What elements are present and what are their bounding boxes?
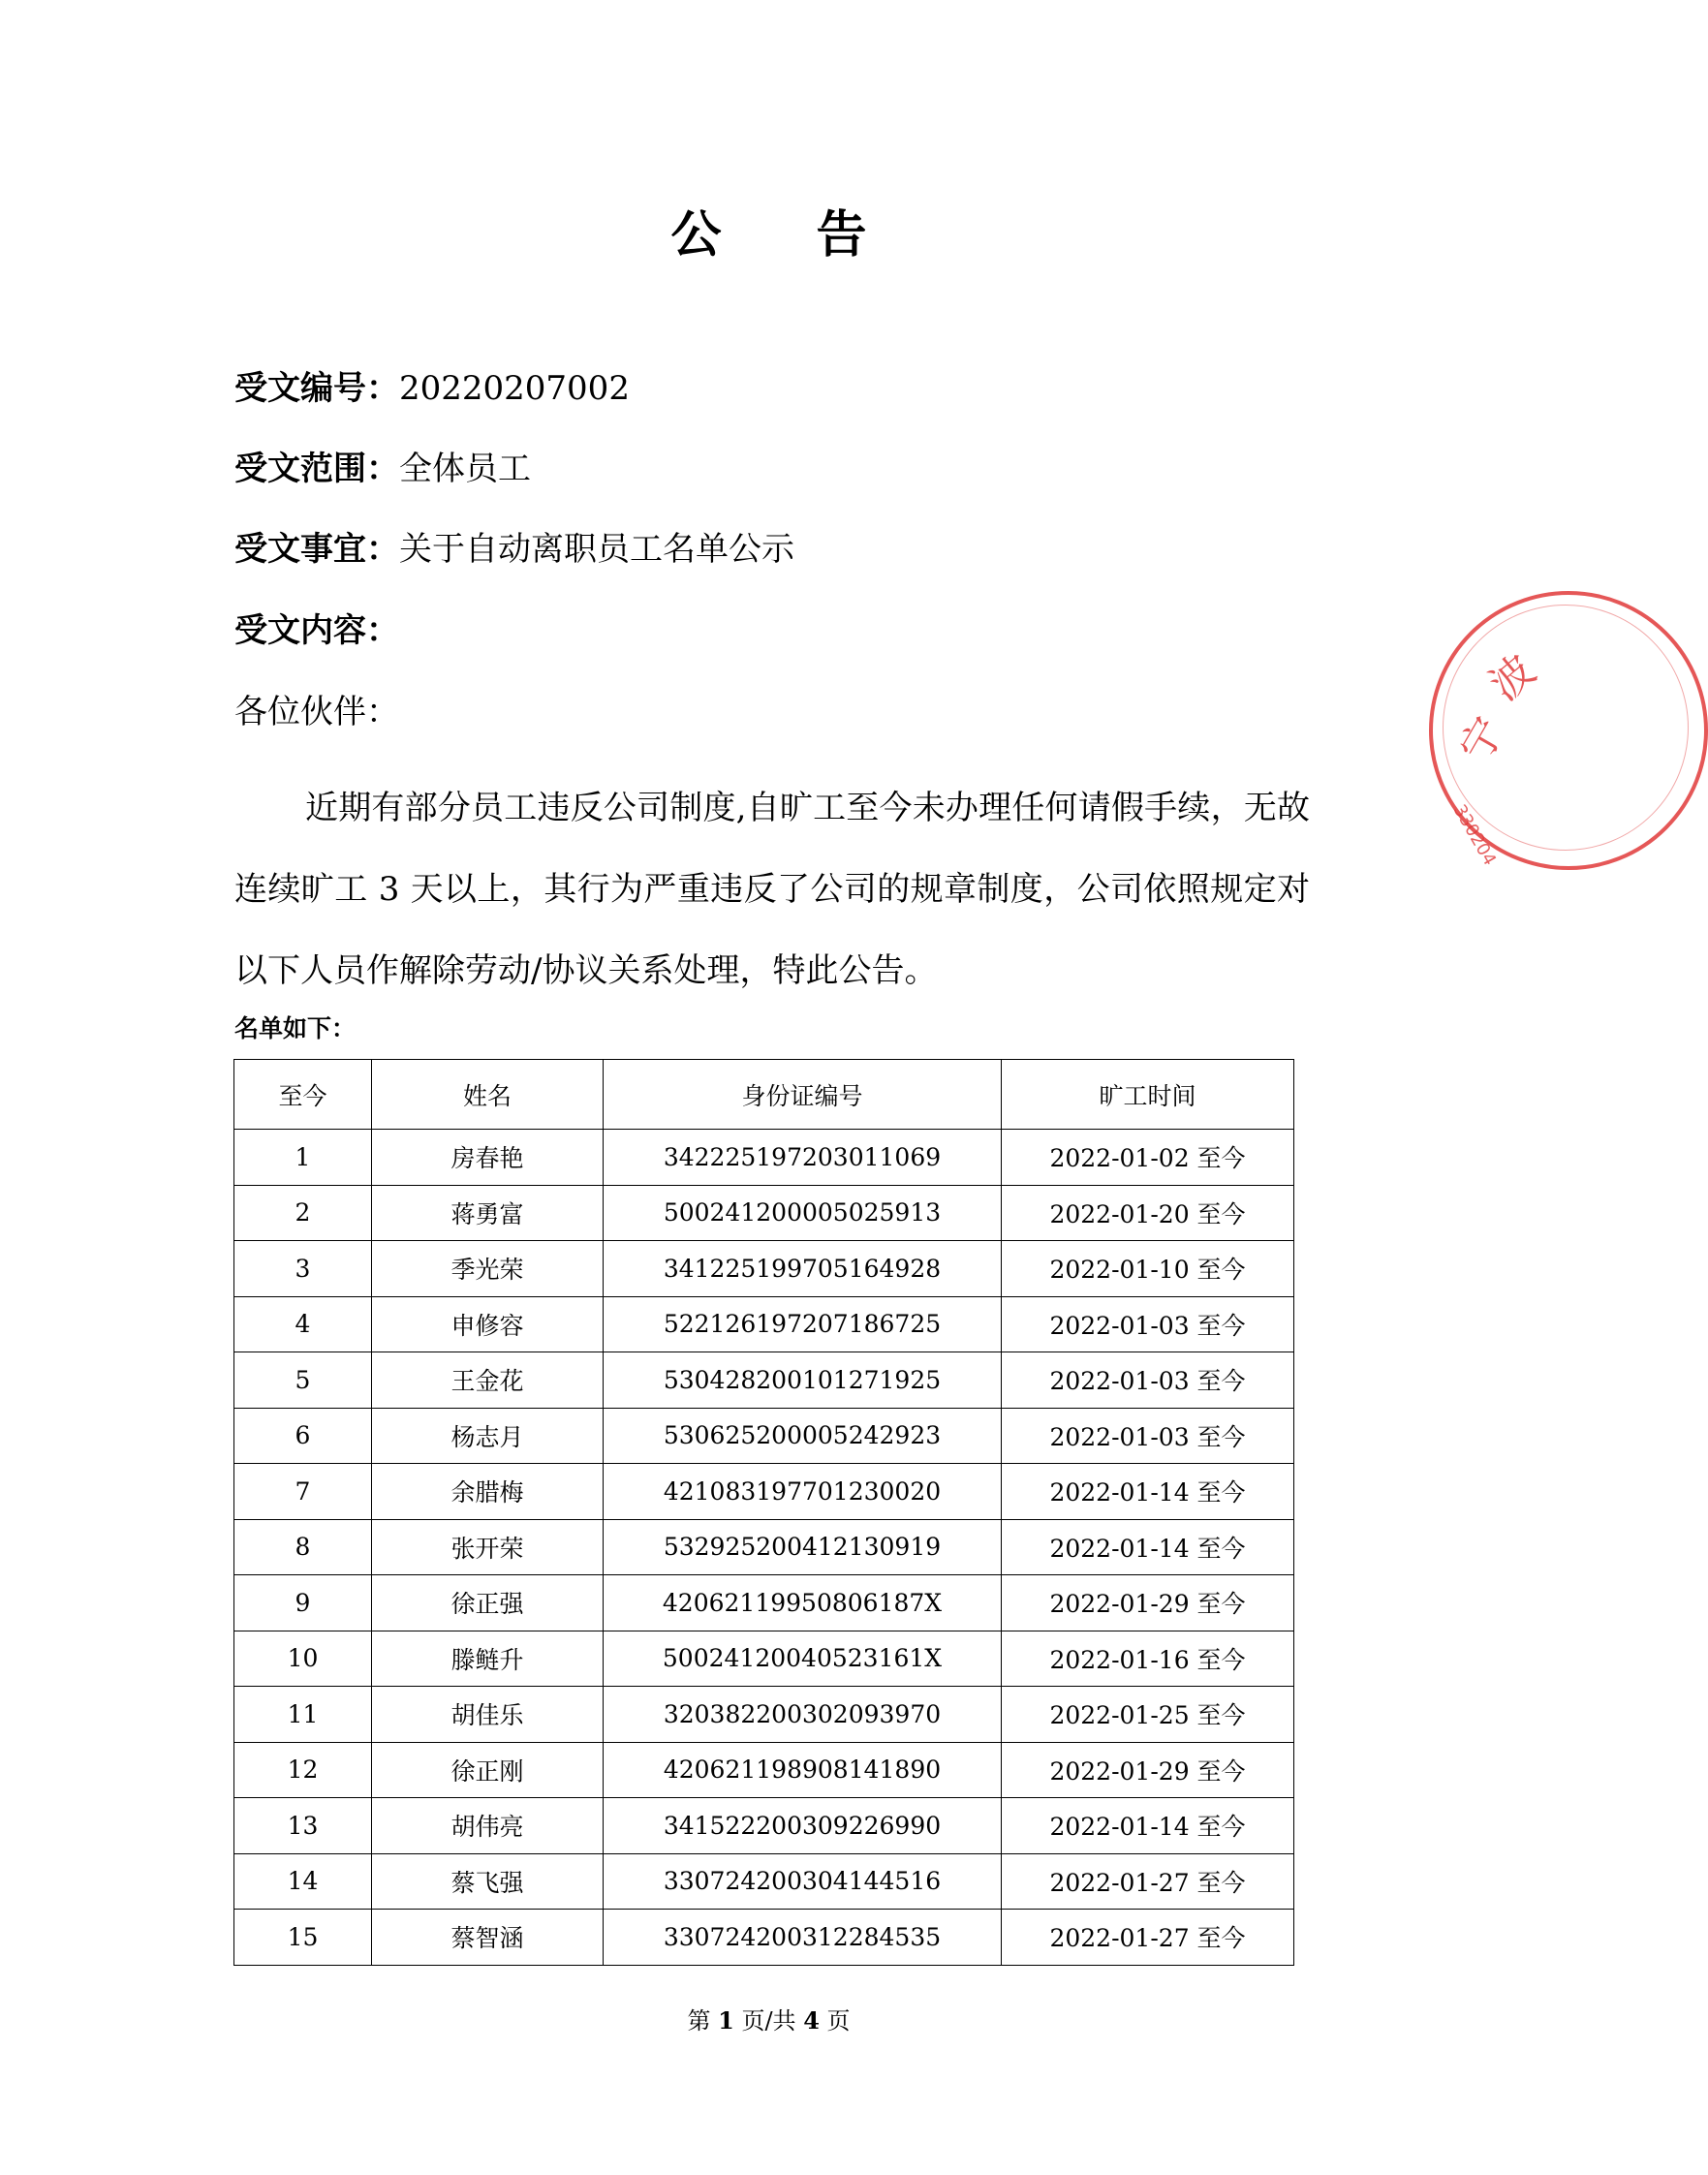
content-label: 受文内容： [234,611,399,650]
cell-id-number: 420621198908141890 [604,1742,1002,1798]
cell-name: 王金花 [372,1352,604,1409]
cell-name: 申修容 [372,1296,604,1352]
cell-index: 5 [234,1352,372,1409]
body-paragraph: 近期有部分员工违反公司制度,自旷工至今未办理任何请假手续，无故连续旷工 3 天以上，其行为严重违反了公司的规章制度，公司依照规定对以下人员作解除劳动/协议关系处理，特此公告。 [234,789,1310,990]
cell-name: 季光荣 [372,1241,604,1297]
table-row [234,1853,1294,1910]
cell-index: 15 [234,1910,372,1966]
table-row [234,1352,1294,1409]
cell-absence-date: 2022-01-02 至今 [1002,1130,1294,1186]
cell-id-number: 342225197203011069 [604,1130,1002,1186]
table-row [234,1408,1294,1464]
cell-absence-date: 2022-01-03 至今 [1002,1296,1294,1352]
cell-name: 杨志月 [372,1408,604,1464]
cell-id-number: 421083197701230020 [604,1464,1002,1520]
cell-name: 蔡智涵 [372,1910,604,1966]
footer-prefix: 第 [687,2007,711,2035]
cell-absence-date: 2022-01-29 至今 [1002,1742,1294,1798]
header-cell-index: 至今 [234,1060,372,1130]
doc-number-label: 受文编号： [234,369,399,408]
table-row [234,1130,1294,1186]
cell-absence-date: 2022-01-10 至今 [1002,1241,1294,1297]
table-row [234,1241,1294,1297]
svg-text:330204: 330204 [1448,801,1501,870]
scope-line [234,447,531,491]
cell-id-number: 50024120040523161X [604,1631,1002,1687]
table-row [234,1185,1294,1241]
cell-index: 10 [234,1631,372,1687]
cell-absence-date: 2022-01-20 至今 [1002,1185,1294,1241]
cell-id-number: 330724200312284535 [604,1910,1002,1966]
table-body [234,1130,1294,1966]
matter-value: 关于自动离职员工名单公示 [399,530,794,569]
table-row [234,1910,1294,1966]
cell-name: 滕鲢升 [372,1631,604,1687]
cell-absence-date: 2022-01-03 至今 [1002,1352,1294,1409]
doc-number-value: 20220207002 [399,369,630,408]
footer-suffix: 页 [826,2007,851,2035]
cell-name: 蔡飞强 [372,1853,604,1910]
cell-id-number: 530428200101271925 [604,1352,1002,1409]
cell-id-number: 341522200309226990 [604,1798,1002,1854]
table-row [234,1687,1294,1743]
cell-name: 徐正刚 [372,1742,604,1798]
cell-name: 胡佳乐 [372,1687,604,1743]
cell-id-number: 500241200005025913 [604,1185,1002,1241]
cell-id-number: 341225199705164928 [604,1241,1002,1297]
cell-absence-date: 2022-01-14 至今 [1002,1464,1294,1520]
cell-id-number: 530625200005242923 [604,1408,1002,1464]
cell-id-number: 42062119950806187X [604,1575,1002,1631]
company-seal-text [1424,586,1545,870]
cell-index: 1 [234,1130,372,1186]
table-row [234,1742,1294,1798]
cell-index: 2 [234,1185,372,1241]
cell-index: 3 [234,1241,372,1297]
footer-total-pages: 4 [803,2006,820,2035]
cell-name: 胡伟亮 [372,1798,604,1854]
cell-absence-date: 2022-01-14 至今 [1002,1798,1294,1854]
cell-index: 11 [234,1687,372,1743]
header-cell-absence: 旷工时间 [1002,1060,1294,1130]
cell-absence-date: 2022-01-27 至今 [1002,1853,1294,1910]
table-row [234,1631,1294,1687]
header-cell-id: 身份证编号 [604,1060,1002,1130]
scope-value: 全体员工 [399,450,531,488]
cell-id-number: 330724200304144516 [604,1853,1002,1910]
cell-name: 余腊梅 [372,1464,604,1520]
svg-text:宁: 宁 [1450,708,1515,771]
cell-id-number: 320382200302093970 [604,1687,1002,1743]
cell-absence-date: 2022-01-16 至今 [1002,1631,1294,1687]
cell-index: 6 [234,1408,372,1464]
cell-index: 9 [234,1575,372,1631]
cell-name: 张开荣 [372,1519,604,1575]
cell-id-number: 532925200412130919 [604,1519,1002,1575]
table-row [234,1296,1294,1352]
svg-text:波: 波 [1480,645,1545,711]
cell-index: 8 [234,1519,372,1575]
cell-index: 13 [234,1798,372,1854]
table-row [234,1798,1294,1854]
footer-middle: 页/共 [741,2007,796,2035]
salutation: 各位伙伴： [234,693,399,731]
cell-id-number: 522126197207186725 [604,1296,1002,1352]
footer-page-number: 1 [718,2006,734,2035]
cell-index: 7 [234,1464,372,1520]
cell-name: 徐正强 [372,1575,604,1631]
cell-absence-date: 2022-01-27 至今 [1002,1910,1294,1966]
matter-line [234,527,794,572]
cell-name: 蒋勇富 [372,1185,604,1241]
content-line [234,608,399,653]
doc-number-line [234,366,630,411]
table-header-row [234,1060,1294,1130]
page-title: 公 告 [670,206,906,264]
scope-label: 受文范围： [234,450,399,488]
page-footer [0,2002,1537,2035]
cell-absence-date: 2022-01-03 至今 [1002,1408,1294,1464]
cell-name: 房春艳 [372,1130,604,1186]
cell-index: 4 [234,1296,372,1352]
cell-index: 14 [234,1853,372,1910]
matter-label: 受文事宜： [234,530,399,569]
cell-absence-date: 2022-01-14 至今 [1002,1519,1294,1575]
cell-index: 12 [234,1742,372,1798]
table-row [234,1464,1294,1520]
table-row [234,1575,1294,1631]
cell-absence-date: 2022-01-29 至今 [1002,1575,1294,1631]
table-row [234,1519,1294,1575]
roster-table [233,1059,1294,1966]
list-heading: 名单如下： [234,1014,357,1042]
header-cell-name: 姓名 [372,1060,604,1130]
cell-absence-date: 2022-01-25 至今 [1002,1687,1294,1743]
